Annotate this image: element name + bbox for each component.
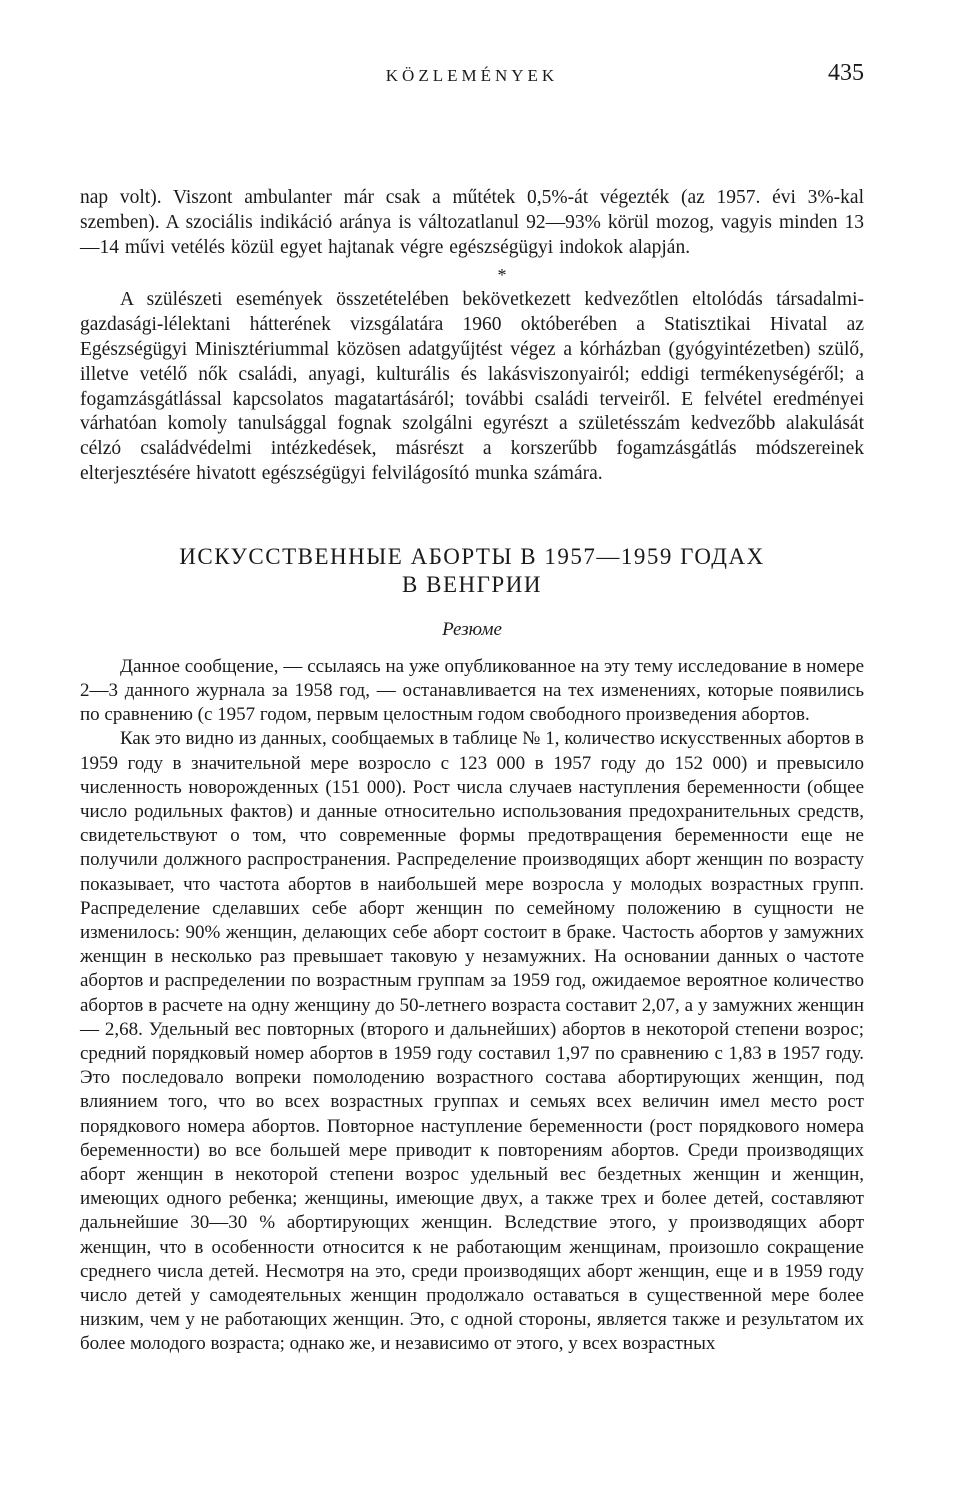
russian-title-line-1: ИСКУССТВЕННЫЕ АБОРТЫ В 1957—1959 ГОДАХ [179,543,765,569]
hungarian-continuation-paragraph: nap volt). Viszont ambulanter már csak a műtétek 0,5%-át végezték (az 1957. évi 3%-kal szemben). A szociális indikáció aránya is változatlanul 92—93% körül mozog, vagyis minden 13—14 művi vetélés közül egyet hajtanak végre egészségügyi indokok alapján. [80,187,864,258]
page-number: 435 [828,60,864,86]
russian-paragraph-2: Как это видно из данных, сообщаемых в таблице № 1, количество искусственных абортов в 1959 году в значительной мере возросло с 123 000 в 1957 году до 152 000) и превысило численность новорожденных (151 000). Рост числа случаев наступления беременности (общее число родильных фактов) и данные относительно использования предохранительных средств, свидетельствуют о том, что современные формы предотвращения беременности еще не получили должного распространения. Распределение производящих аборт женщин по возрасту показывает, что частота абортов в наибольшей мере возросла у молодых возрастных групп. Распределение сделавших себе аборт женщин по семейному положению в сущности не изменилось: 90% женщин, делающих себе аборт состоит в браке. Частость абортов у замужних женщин в несколько раз превышает таковую у незамужних. На основании данных о частоте абортов и распределении по возрастным группам за 1959 год, ожидаемое вероятное количество абортов в расчете на одну женщину до 50-летнего возраста составит 2,07, а у замужних женщин — 2,68. Удельный вес повторных (второго и дальнейших) абортов в некоторой степени возрос; средний порядковый номер абортов в 1959 году составил 1,97 по сравнению с 1,83 в 1957 году. Это последовало вопреки помолодению возрастного состава абортирующих женщин, под влиянием того, что во всех возрастных группах и семьях всех величин имел место рост порядкового номера абортов. Повторное наступление беременности (рост порядкового номера беременности) во все большей мере приводит к повторениям абортов. Среди производящих аборт женщин в некоторой степени возрос удельный вес бездетных женщин и женщин, имеющих одного ребенка; женщины, имеющие двух, а также трех и более детей, составляют дальнейшие 30—30 % абортирующих женщин. Вследствие этого, у производящих аборт женщин, что в особенности относится к не работающим женщинам, произошло сокращение среднего числа детей. Несмотря на это, среди производящих аборт женщин, еще и в 1959 году число детей у самодеятельных женщин продолжало оставаться в существенной мере более низким, чем у не работающих женщин. Это, с одной стороны, является также и результатом их более молодого возраста; однако же, и независимо от этого, у всех возрастных [80,728,864,1355]
running-head [80,60,864,100]
section-separator: * [497,265,507,286]
hungarian-paragraph: A szülészeti események összetételében bekövetkezett kedvezőtlen eltolódás társadalmi-gazdasági-lélektani hátterének vizsgálatára 1960 októberében a Statisztikai Hivatal az Egészségügyi Minisztériummal közösen adatgyűjtést végez a kórházban (gyógyintézetben) szülő, illetve vetélő nők családi, anyagi, kulturális és lakásviszonyairól; eddigi termékenységéről; a fogamzásgátlással kapcsolatos magatartásáról; további családi terveiről. E felvétel eredményei várhatóan komoly tanulsággal fognak szolgálni egyrészt a születésszám kedvezőbb alakulását célzó családvédelmi intézkedések, másrészt a korszerűbb fogamzásgátlás módszereinek elterjesztésére hivatott egészségügyi felvilágosító munka számára. [80,289,864,484]
russian-title-line-2: В ВЕНГРИИ [402,571,542,597]
running-title: KÖZLEMÉNYEK [385,66,559,85]
russian-paragraph-1: Данное сообщение, — ссылаясь на уже опубликованное на эту тему исследование в номере 2—3 данного журнала за 1958 год, — останавливается на тех изменениях, которые появились по сравнению (с 1957 годом, первым целостным годом свободного произведения абортов. [80,655,864,726]
russian-summary-subtitle: Резюме [442,618,502,640]
russian-summary-title [80,543,864,599]
